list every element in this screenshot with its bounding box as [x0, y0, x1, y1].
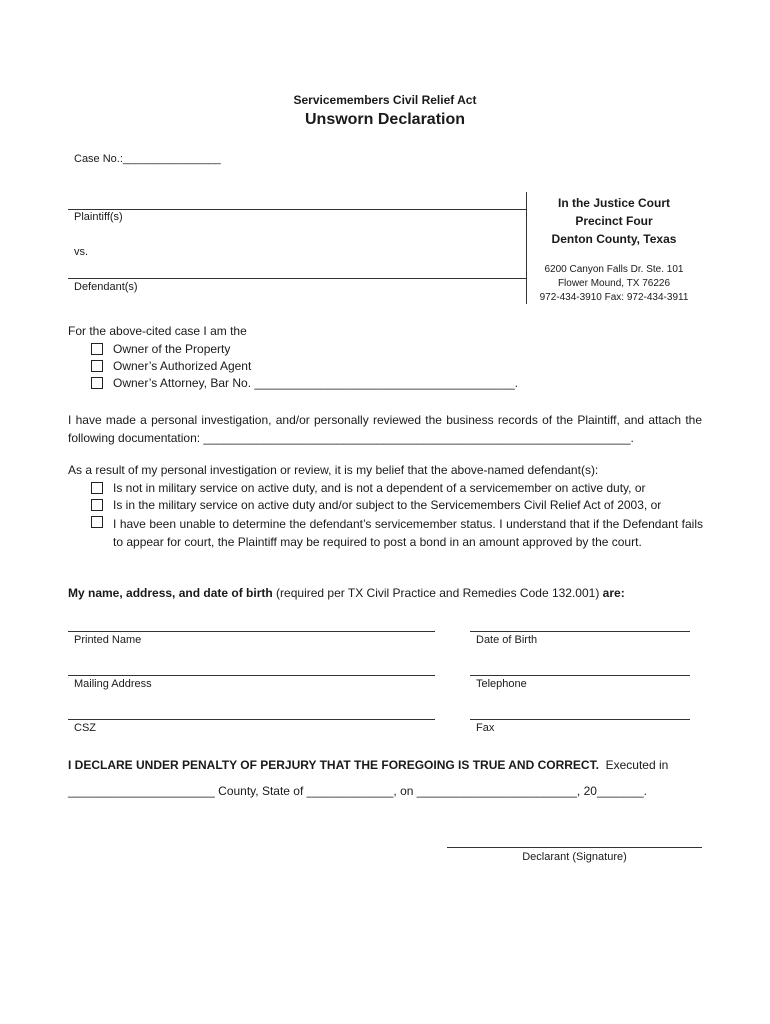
court-name-block [526, 194, 702, 248]
court-address-block [526, 263, 702, 305]
identity-lead-bold: My name, address, and date of birth [68, 586, 273, 600]
court-line-2: Precinct Four [575, 214, 653, 228]
printed-name-line[interactable] [68, 631, 435, 632]
fax-line[interactable] [470, 719, 690, 720]
owner-label: Owner of the Property [113, 342, 231, 356]
military-checkbox[interactable] [91, 499, 103, 511]
vs-label: vs. [74, 246, 89, 258]
signature-label: Declarant (Signature) [522, 851, 627, 863]
court-line-1: In the Justice Court [557, 196, 670, 210]
role-intro: For the above-cited case I am the [68, 324, 247, 338]
csz-label: CSZ [74, 722, 96, 734]
unable-label: I have been unable to determine the defendant’s servicemember status. I understand that if the Defendant fails to appear for court, the Plaintiff may be required to post a bond in an amount approved by the court. [113, 517, 703, 549]
belief-intro: As a result of my personal investigation or review, it is my belief that the above-named defendant(s): [68, 463, 599, 477]
act-heading: Servicemembers Civil Relief Act [293, 93, 477, 107]
declaration-statement [68, 758, 668, 772]
unable-checkbox[interactable] [91, 516, 103, 528]
csz-line[interactable] [68, 719, 435, 720]
dob-label: Date of Birth [476, 634, 538, 646]
attorney-checkbox[interactable] [91, 377, 103, 389]
court-address-2: Flower Mound, TX 76226 [557, 278, 671, 289]
court-line-3: Denton County, Texas [551, 232, 677, 246]
not-military-checkbox[interactable] [91, 482, 103, 494]
military-label: Is in the military service on active duty and/or subject to the Servicemembers Civil Relief Act of 2003, or [113, 498, 662, 512]
form-title: Unsworn Declaration [304, 111, 466, 128]
dob-line[interactable] [470, 631, 690, 632]
investigation-statement: I have made a personal investigation, and/or personally reviewed the business records of the Plaintiff, and attach the following documentation: ________________________________________________________________. [68, 413, 702, 445]
identity-lead [68, 586, 625, 600]
case-number-field[interactable]: Case No.:________________ [74, 153, 221, 165]
attorney-label: Owner’s Attorney, Bar No. _______________________________________. [113, 376, 519, 390]
court-address-1: 6200 Canyon Falls Dr. Ste. 101 [544, 264, 684, 275]
plaintiff-line [68, 209, 526, 210]
mailing-address-line[interactable] [68, 675, 435, 676]
declaration-bold: I DECLARE UNDER PENALTY OF PERJURY THAT THE FOREGOING IS TRUE AND CORRECT. [68, 758, 599, 772]
plaintiff-label: Plaintiff(s) [74, 211, 123, 223]
identity-lead-normal: (required per TX Civil Practice and Remedies Code 132.001) [272, 586, 603, 600]
fax-label: Fax [476, 722, 495, 734]
agent-label: Owner’s Authorized Agent [113, 359, 252, 373]
signature-line[interactable] [447, 847, 702, 848]
telephone-label: Telephone [476, 678, 527, 690]
not-military-label: Is not in military service on active duty, and is not a dependent of a servicemember on active duty, or [113, 481, 646, 495]
court-phone: 972-434-3910 Fax: 972-434-3911 [539, 292, 689, 303]
telephone-line[interactable] [470, 675, 690, 676]
identity-lead-end: are: [602, 586, 625, 600]
declaration-executed: Executed in [598, 758, 669, 772]
defendant-label: Defendant(s) [74, 281, 138, 293]
agent-checkbox[interactable] [91, 360, 103, 372]
owner-checkbox[interactable] [91, 343, 103, 355]
mailing-address-label: Mailing Address [74, 678, 152, 690]
defendant-line [68, 278, 526, 279]
executed-location-date[interactable]: ______________________ County, State of _____________, on ________________________, 20_______. [68, 784, 647, 798]
printed-name-label: Printed Name [74, 634, 142, 646]
